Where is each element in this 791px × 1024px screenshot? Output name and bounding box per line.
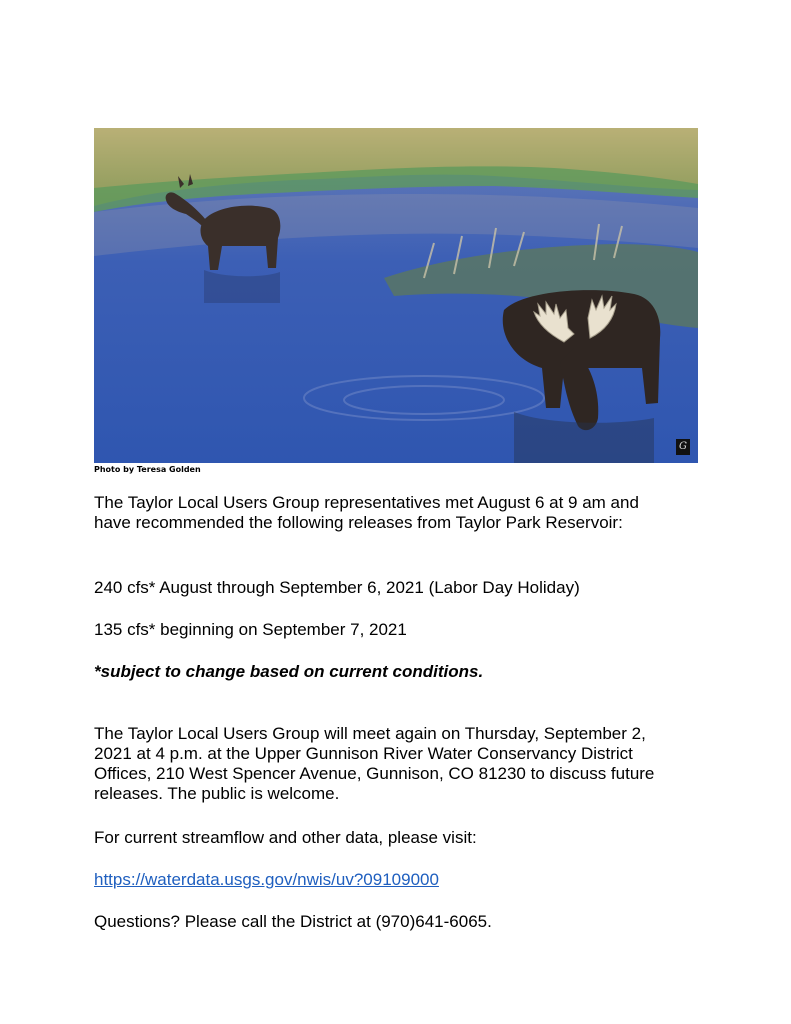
streamflow-prompt: For current streamflow and other data, please visit: (94, 828, 477, 847)
link-paragraph (94, 870, 714, 890)
intro-paragraph (94, 493, 714, 533)
meeting-line: 2021 at 4 p.m. at the Upper Gunnison River Water Conservancy District (94, 744, 633, 763)
photo-credit: Photo by Teresa Golden (94, 465, 201, 474)
disclaimer: *subject to change based on current conditions. (94, 662, 484, 681)
release-2: 135 cfs* beginning on September 7, 2021 (94, 620, 407, 639)
usgs-link[interactable]: https://waterdata.usgs.gov/nwis/uv?09109000 (94, 870, 439, 889)
moose-photo (94, 128, 698, 463)
meeting-line: Offices, 210 West Spencer Avenue, Gunnison, CO 81230 to discuss future (94, 764, 655, 783)
meeting-line: releases. The public is welcome. (94, 784, 340, 803)
meeting-paragraph (94, 724, 714, 804)
intro-line: have recommended the following releases from Taylor Park Reservoir: (94, 513, 623, 532)
watermark-icon: G (676, 439, 690, 455)
questions-line: Questions? Please call the District at (970)641-6065. (94, 912, 492, 931)
intro-line: The Taylor Local Users Group representatives met August 6 at 9 am and (94, 493, 639, 512)
moose-illustration (94, 128, 698, 463)
release-1: 240 cfs* August through September 6, 2021 (Labor Day Holiday) (94, 578, 580, 597)
meeting-line: The Taylor Local Users Group will meet again on Thursday, September 2, (94, 724, 646, 743)
